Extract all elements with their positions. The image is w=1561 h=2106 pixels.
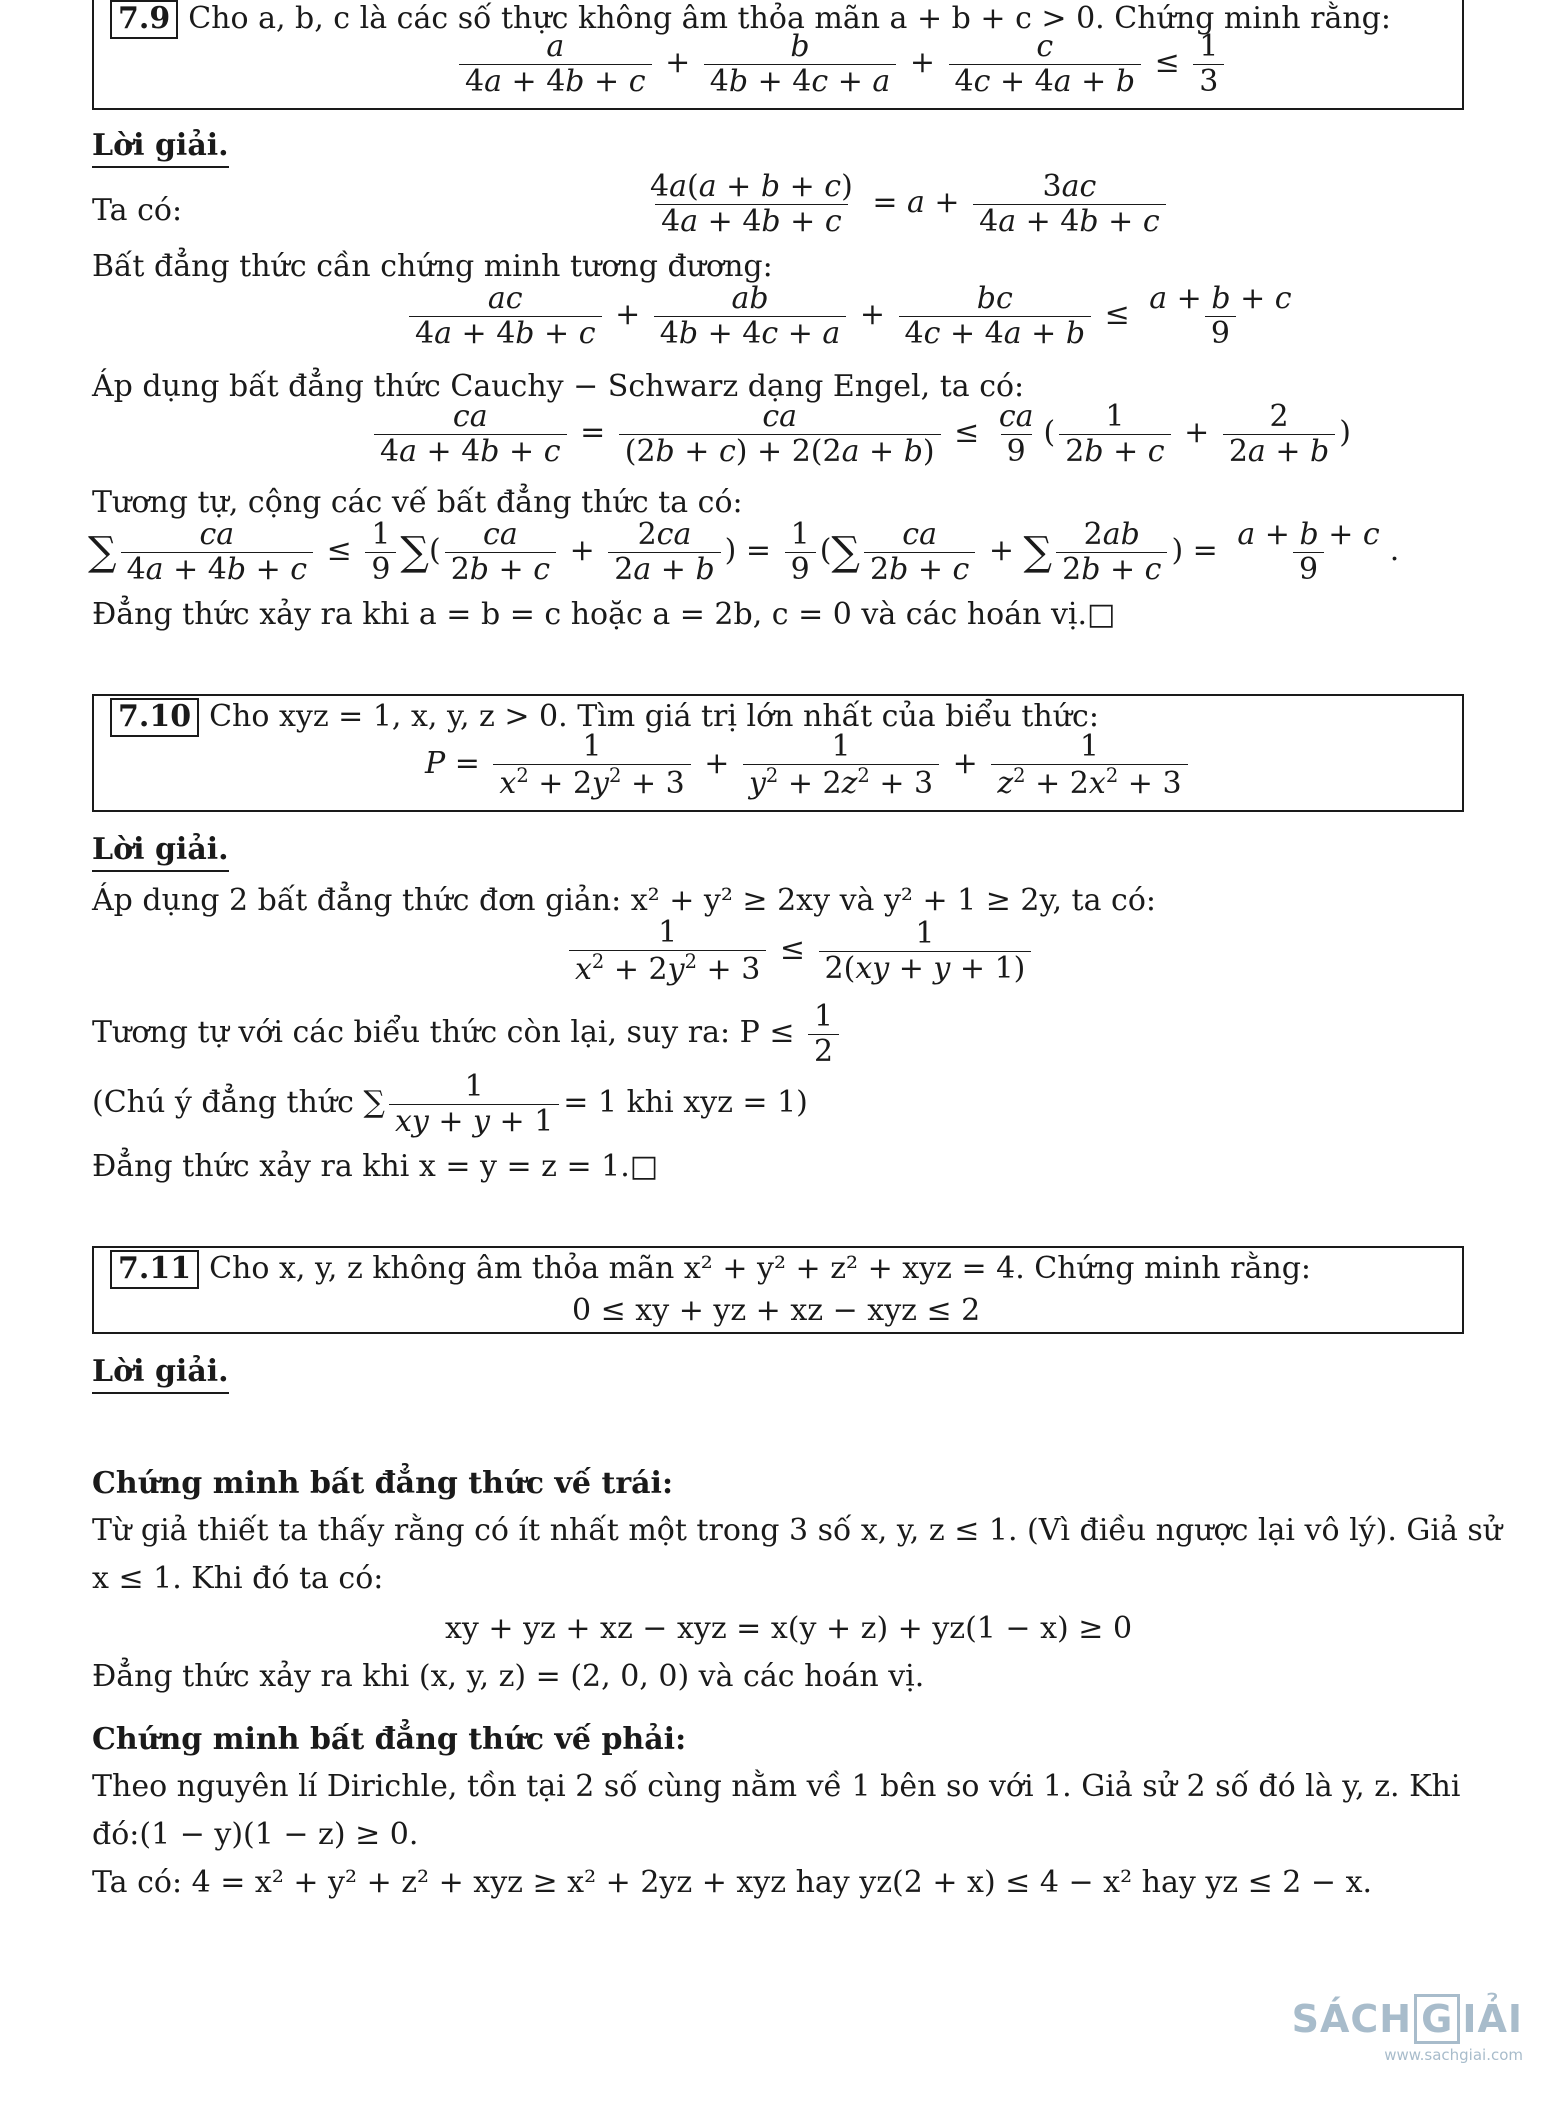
sol-7-11-right-3: Ta có: 4 = x² + y² + z² + xyz ≥ x² + 2yz + xyz hay yz(2 + x) ≤ 4 − x² hay yz ≤ 2 − x. (92, 1865, 1373, 1900)
formula-7-10-statement: P = $\frac{1}{x^2 + 2y^2 + 3}$ + $\frac{1}{y^2 + 2z^2 + 3}$ + $\frac{1}{z^2 + 2x^2 + 3}$ (425, 730, 1192, 800)
sol-7-9-similar: Tương tự, cộng các vế bất đẳng thức ta có: (92, 485, 743, 520)
sachgiai-logo: SÁCH G IẢI www.sachgiai.com (1292, 1994, 1523, 2064)
sol-7-10-equality: Đẳng thức xảy ra khi x = y = z = 1.□ (92, 1149, 659, 1184)
problem-number: 7.11 (110, 1250, 199, 1289)
sol-7-10-note: (Chú ý đẳng thức ∑ $\frac{1}{xy + y + 1}$ = 1 khi xyz = 1) (92, 1069, 808, 1139)
sol-7-9-ta-co: Ta có: (92, 193, 183, 228)
sol-7-10-similar: Tương tự với các biểu thức còn lại, suy ra: P ≤ $\frac{1}{2}$ (92, 1000, 843, 1068)
sol-7-11-right-2: đó:(1 − y)(1 − z) ≥ 0. (92, 1817, 419, 1852)
problem-text: Cho xyz = 1, x, y, z > 0. Tìm giá trị lớn nhất của biểu thức: (209, 699, 1099, 734)
solution-label-7-11: Lời giải. (92, 1354, 229, 1389)
problem-statement-7-11 (110, 1250, 1311, 1289)
sol-7-11-left-2: x ≤ 1. Khi đó ta có: (92, 1561, 384, 1596)
heading-right-proof: Chứng minh bất đẳng thức vế phải: (92, 1722, 687, 1757)
sol-7-11-right-1: Theo nguyên lí Dirichle, tồn tại 2 số cùng nằm về 1 bên so với 1. Giả sử 2 số đó là y, z. Khi (92, 1769, 1461, 1804)
formula-7-9-statement: $\frac{a}{4a + 4b + c}$ + $\frac{b}{4b + 4c + a}$ + $\frac{c}{4c + 4a + b}$ ≤ $\frac{1}{3}$ (455, 30, 1228, 98)
formula-7-9-equiv: $\frac{ac}{4a + 4b + c}$ + $\frac{ab}{4b + 4c + a}$ + $\frac{bc}{4c + 4a + b}$ ≤ $\frac{a + b + c}{9}$ (405, 282, 1302, 350)
formula-7-11-statement: 0 ≤ xy + yz + xz − xyz ≤ 2 (572, 1293, 981, 1328)
problem-text: Cho x, y, z không âm thỏa mãn x² + y² + z² + xyz = 4. Chứng minh rằng: (209, 1251, 1312, 1286)
problem-text: Cho a, b, c là các số thực không âm thỏa mãn a + b + c > 0. Chứng minh rằng: (188, 1, 1391, 36)
heading-left-proof: Chứng minh bất đẳng thức vế trái: (92, 1466, 674, 1501)
formula-7-11-left: xy + yz + xz − xyz = x(y + z) + yz(1 − x) ≥ 0 (445, 1611, 1133, 1646)
formula-7-9-cauchy: $\frac{ca}{4a + 4b + c}$ = $\frac{ca}{(2b + c) + 2(2a + b)}$ ≤ $\frac{ca}{9}$ ( $\frac{1}{2b + c}$ + $\frac{2}{2a + b}$ ) (370, 400, 1351, 468)
sol-7-11-left-1: Từ giả thiết ta thấy rằng có ít nhất một trong 3 số x, y, z ≤ 1. (Vì điều ngược lại vô lý). Giả sử (92, 1513, 1503, 1548)
solution-label-7-10: Lời giải. (92, 832, 229, 867)
solution-label-7-9: Lời giải. (92, 128, 229, 163)
sol-7-9-apply: Áp dụng bất đẳng thức Cauchy − Schwarz dạng Engel, ta có: (92, 369, 1025, 404)
sol-7-11-left-equality: Đẳng thức xảy ra khi (x, y, z) = (2, 0, 0) và các hoán vị. (92, 1659, 925, 1694)
sol-7-10-apply: Áp dụng 2 bất đẳng thức đơn giản: x² + y² ≥ 2xy và y² + 1 ≥ 2y, ta có: (92, 883, 1157, 918)
formula-7-10-bound: $\frac{1}{x^2 + 2y^2 + 3}$ ≤ $\frac{1}{2(xy + y + 1)}$ (565, 916, 1035, 986)
problem-number: 7.10 (110, 698, 199, 737)
formula-7-9-sum: ∑ $\frac{ca}{4a + 4b + c}$ ≤ $\frac{1}{9}$ ∑( $\frac{ca}{2b + c}$ + $\frac{2ca}{2a + b}$ ) = $\frac{1}{9}$ (∑ $\frac{ca}{2b + c}$ + ∑ $\frac{2ab}{2b + c}$ ) = $\frac{a + b + c}{9}$ . (88, 517, 1400, 587)
sol-7-9-equiv: Bất đẳng thức cần chứng minh tương đương: (92, 249, 773, 284)
formula-7-9-identity: $\frac{4a(a + b + c)}{4a + 4b + c}$ = a + $\frac{3ac}{4a + 4b + c}$ (640, 170, 1170, 238)
sol-7-9-equality: Đẳng thức xảy ra khi a = b = c hoặc a = 2b, c = 0 và các hoán vị.□ (92, 597, 1116, 632)
problem-number: 7.9 (110, 0, 178, 39)
